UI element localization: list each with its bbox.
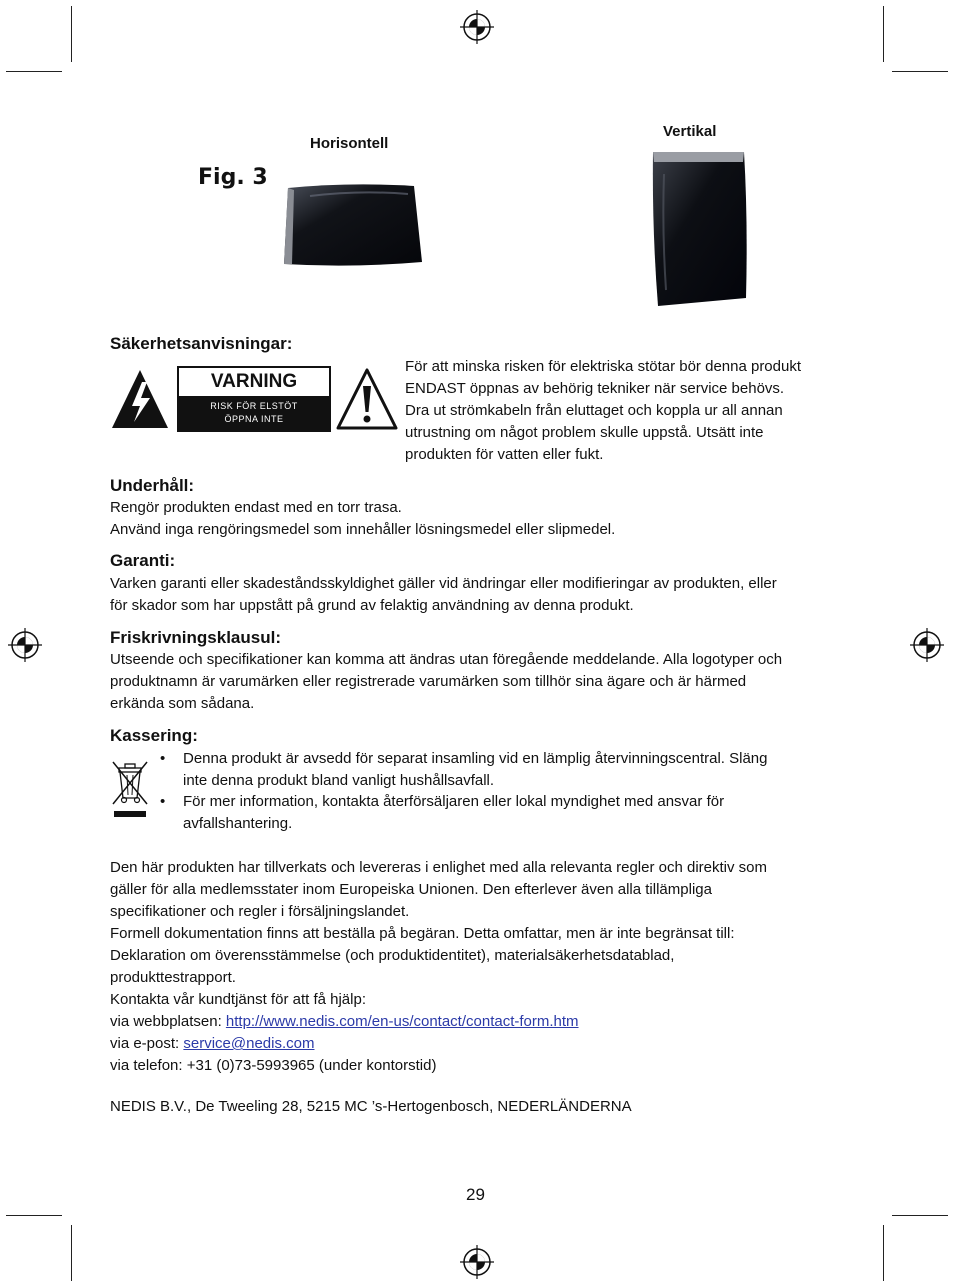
crop-mark (883, 1225, 884, 1281)
company-address: NEDIS B.V., De Tweeling 28, 5215 MC ’s-Hertogenbosch, NEDERLÄNDERNA (110, 1098, 632, 1115)
bullet-marker: • (160, 793, 166, 810)
safety-heading: Säkerhetsanvisningar: (110, 334, 293, 353)
phone-line: via telefon: +31 (0)73-5993965 (under kontorstid) (110, 1057, 437, 1074)
crop-mark (883, 6, 884, 62)
electric-shock-warning-icon (110, 368, 170, 430)
disposal-bullet-1: Denna produkt är avsedd för separat insamling vid en lämplig återvinningscentral. Släng inte denna produkt bland vanligt hushållsavfall. (183, 750, 768, 789)
crop-mark (6, 1215, 62, 1216)
warning-sub-line: ÖPPNA INTE (224, 414, 284, 424)
disclaimer-heading: Friskrivningsklausul: (110, 628, 281, 647)
registration-mark-icon (460, 1245, 494, 1279)
safety-text: För att minska risken för elektriska stötar bör denna produkt ENDAST öppnas av behörig tekniker när service behövs. Dra ut strömkabeln från eluttaget och koppla ur all annan utrustning om något problem skulle uppstå. Utsätt inte produkten för vatten eller fukt. (405, 358, 802, 463)
disposal-bullet-2: För mer information, kontakta återförsäljaren eller lokal myndighet med ansvar för avfallshantering. (183, 793, 725, 832)
maintenance-text: Rengör produkten endast med en torr trasa. Använd inga rengöringsmedel som innehåller lösningsmedel eller slipmedel. (110, 499, 616, 538)
antenna-vertical-image (650, 150, 750, 308)
service-email-link[interactable]: service@nedis.com (183, 1035, 315, 1052)
warning-subtitle (179, 396, 329, 430)
compliance-text: Den här produkten har tillverkats och levereras i enlighet med alla relevanta regler och direktiv som gäller för alla medlemsstater inom Europeiska Unionen. Den efterlever även alla tillämpliga specifikationer och regler i försäljningslandet. Formell dokumentation finns att beställa på begäran. Detta omfattar, men är inte begränsat till: Deklaration om överensstämmelse (och produktidentitet), materialsäkerhetsdatablad, produkttestrapport. Kontakta vår kundtjänst för att få hjälp: via webbplatsen: http://www.nedis.com/en-us/contact/contact-form.htm via e-post: service@nedis.com via telefon: +31 (0)73-5993965 (under kontorstid) (110, 857, 767, 1077)
disclaimer-text: Utseende och specifikationer kan komma att ändras utan föregående meddelande. Alla logotyper och produktnamn är varumärken eller registrerade varumärken som tillhör sina ägare och är härmed erkända som sådana. (110, 651, 783, 712)
horizontal-label: Horisontell (310, 135, 389, 152)
figure-title: Fig. 3 (198, 165, 268, 190)
warning-sub-line: RISK FÖR ELSTÖT (210, 401, 298, 411)
maintenance-heading: Underhåll: (110, 476, 195, 495)
warning-label (177, 366, 331, 432)
web-prefix: via webbplatsen: (110, 1013, 226, 1030)
antenna-horizontal-image (280, 182, 424, 268)
disposal-heading: Kassering: (110, 726, 198, 745)
page-number: 29 (466, 1185, 485, 1204)
registration-mark-icon (460, 10, 494, 44)
crop-mark (892, 71, 948, 72)
email-line (110, 1033, 767, 1055)
exclamation-warning-icon (336, 368, 398, 430)
crop-mark (71, 1225, 72, 1281)
crop-mark (6, 71, 62, 72)
weee-bin-icon (110, 758, 150, 820)
warranty-heading: Garanti: (110, 551, 176, 570)
contact-form-link[interactable]: http://www.nedis.com/en-us/contact/contact-form.htm (225, 1013, 579, 1030)
warning-title: VARNING (210, 371, 298, 392)
web-line (110, 1011, 767, 1033)
vertical-label: Vertikal (663, 123, 717, 140)
warranty-text: Varken garanti eller skadeståndsskyldighet gäller vid ändringar eller modifieringar av produkten, eller för skador som har uppstått på grund av felaktig användning av denna produkt. (110, 575, 777, 614)
email-prefix: via e-post: (110, 1035, 184, 1052)
crop-mark (71, 6, 72, 62)
registration-mark-icon (910, 628, 944, 662)
registration-mark-icon (8, 628, 42, 662)
bullet-marker: • (160, 750, 166, 767)
crop-mark (892, 1215, 948, 1216)
